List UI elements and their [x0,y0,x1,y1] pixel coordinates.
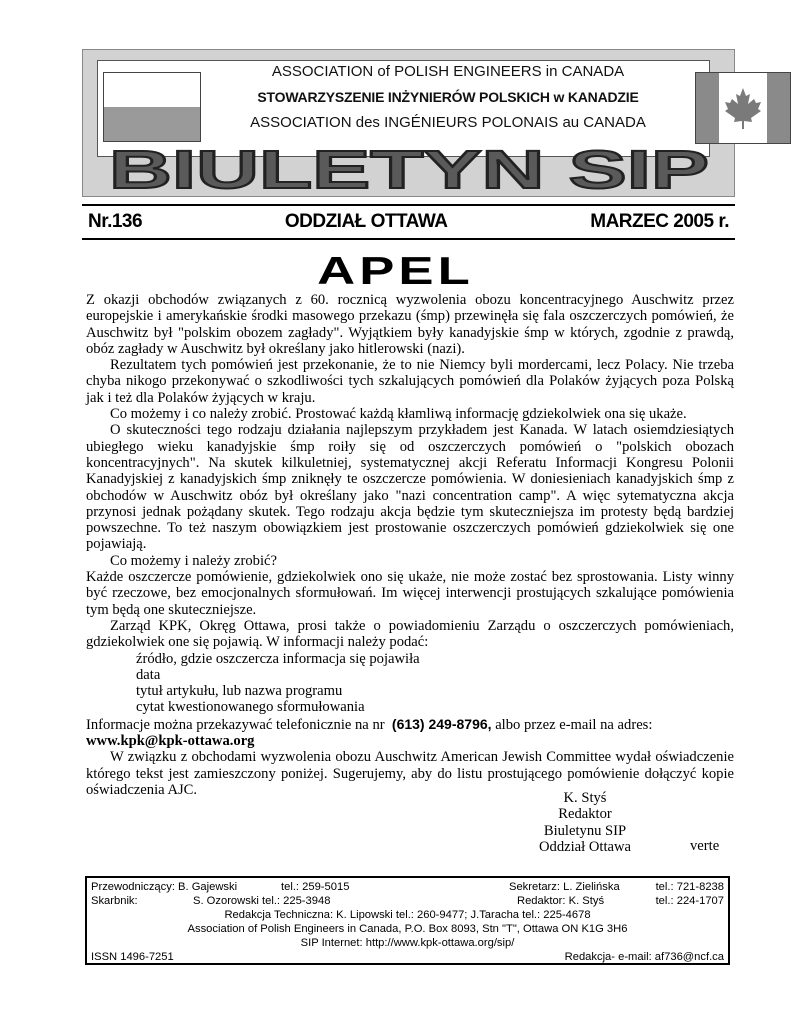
association-french: ASSOCIATION des INGÉNIEURS POLONAIS au CANADA [250,114,646,131]
maple-leaf-icon [723,86,763,130]
signature-branch: Oddział Ottawa [539,838,631,855]
masthead [82,49,735,197]
paragraph: Rezultatem tych pomówień jest przekonanie, że to nie Niemcy byli mordercami, lecz Polacy. Nie trzeba chyba nikogo przekonywać o szkodliwości tych szkalujących pomówień dla Polaków żyjących poza Polską jak i też dla Polaków żyjących w kraju. [86,357,734,406]
contact-text-2: albo przez e-mail na adres: [495,716,653,733]
signature-role: Redaktor [558,806,612,823]
list-item: cytat kwestionowanego sformułowania [136,699,365,716]
issue-line [82,204,735,240]
footer-row [91,950,724,964]
treasurer-label: Skarbnik: [91,895,138,907]
biuletyn-title-text: BIULETYN SIP [109,148,709,193]
article-heading: APEL [317,250,474,293]
paragraph: O skuteczności tego rodzaju działania najlepszym przykładem jest Kanada. W latach osiemdziesiątych ubiegłego wieku kanadyjskie śmp roiły się od oszczerczych pomówień o "polskich obozach koncentracyjnych". Na skutek kilkuletniej, systematycznej akcji Referatu Informacji Kongresu Polonii Kanadyjskiej z kanadyjskich śmp zniknęły te oszczercze pomówienia. W doniesieniach kanadyjskich śmp z obchodów w Auschwitz obóz był określany jako "nazi concentration camp". A więc sytematyczna akcja przynosi jednak pożądany skutek. Tego rodzaju akcja będzie tym skuteczniejsza im protesty będą bardziej powszechne. To też naszym obowiązkiem jest prostowanie oszczerczych pomówień gdziekolwiek się one pojawiają. [86,422,734,553]
paragraph: Każde oszczercze pomówienie, gdziekolwiek ono się ukaże, nie może zostać bez sprostowania. Listy winny być rzeczowe, bez emocjonalnych sformułowań. Im więcej interwencji prostujących szkalujące pomówienia tym będą one skuteczniejsze. [86,569,734,618]
list-item: źródło, gdzie oszczercza informacja się pojawiła [136,650,420,667]
verte-note: verte [690,838,720,854]
footer-row [91,894,724,908]
secretary-tel: tel.: 721-8238 [655,881,724,893]
list-item: tytuł artykułu, lub nazwa programu [136,683,343,700]
contact-email[interactable]: www.kpk@kpk-ottawa.org [86,733,255,750]
issn: ISSN 1496-7251 [91,951,174,963]
paragraph: W związku z obchodami wyzwolenia obozu Auschwitz American Jewish Committee wydał oświadczenie którego tekst jest zamieszczony poniżej. Sugerujemy, aby do listu prostującego pomówienie dołączyć kopie oświadczenia AJC. [86,749,734,798]
canadian-flag-icon [695,72,791,144]
polish-flag-icon [103,72,201,142]
list-item: data [136,666,161,683]
issue-branch: ODDZIAŁ OTTAWA [284,211,448,232]
paragraph [86,716,734,733]
internet-link[interactable]: SIP Internet: http://www.kpk-ottawa.org/sip/ [300,937,515,949]
issue-number: Nr.136 [88,211,143,232]
president-tel: tel.: 259-5015 [281,881,350,893]
treasurer: S. Ozorowski tel.: 225-3948 [193,895,331,907]
paragraph: Co możemy i należy zrobić? [110,552,277,569]
article-body [86,292,734,798]
paragraph: Co możemy i co należy zrobić. Prostować każdą kłamliwą informację gdziekolwiek ona się ukaże. [110,406,687,423]
paragraph: Z okazji obchodów związanych z 60. rocznicą wyzwolenia obozu koncentracyjnego Auschwitz przez europejskie i amerykańskie środki masowego przekazu (śmp) przewinęła się fala oszczerczych pomówień, że Auschwitz był "polskim obozem zagłady". Wyjątkiem były kanadyjskie śmp w których, zgodnie z prawdą, obóz zagłady w Auschwitz był określany jako hitlerowski (nazi). [86,292,734,357]
biuletyn-title [83,148,736,193]
paragraph: Zarząd KPK, Okręg Ottawa, prosi także o powiadomieniu Zarządu o oszczerczych pomówieniach, gdziekolwiek one się pojawią. W informacji należy podać: [86,617,734,651]
signature-publication: Biuletynu SIP [543,822,627,839]
editor: Redaktor: K. Styś [517,895,605,907]
signature-name: K. Styś [563,790,607,806]
association-polish: STOWARZYSZENIE INŻYNIERÓW POLSKICH w KANADZIE [257,89,639,105]
contact-phone: (613) 249-8796, [391,715,492,732]
technical-editors: Redakcja Techniczna: K. Lipowski tel.: 260-9477; J.Taracha tel.: 225-4678 [224,909,591,921]
issue-date: MARZEC 2005 r. [590,211,729,232]
editor-tel: tel.: 224-1707 [655,895,724,907]
editorial-email[interactable]: Redakcja- e-mail: af736@ncf.ca [564,951,724,963]
footer-row [91,880,724,894]
postal-address: Association of Polish Engineers in Canada, P.O. Box 8093, Stn "T", Ottawa ON K1G 3H6 [187,923,628,935]
footer-box [85,876,730,965]
contact-text: Informacje można przekazywać telefonicznie na nr [86,716,385,733]
secretary: Sekretarz: L. Zielińska [509,881,620,893]
president: Przewodniczący: B. Gajewski [91,881,238,893]
signature [520,790,740,855]
association-english: ASSOCIATION of POLISH ENGINEERS in CANADA [271,63,625,80]
